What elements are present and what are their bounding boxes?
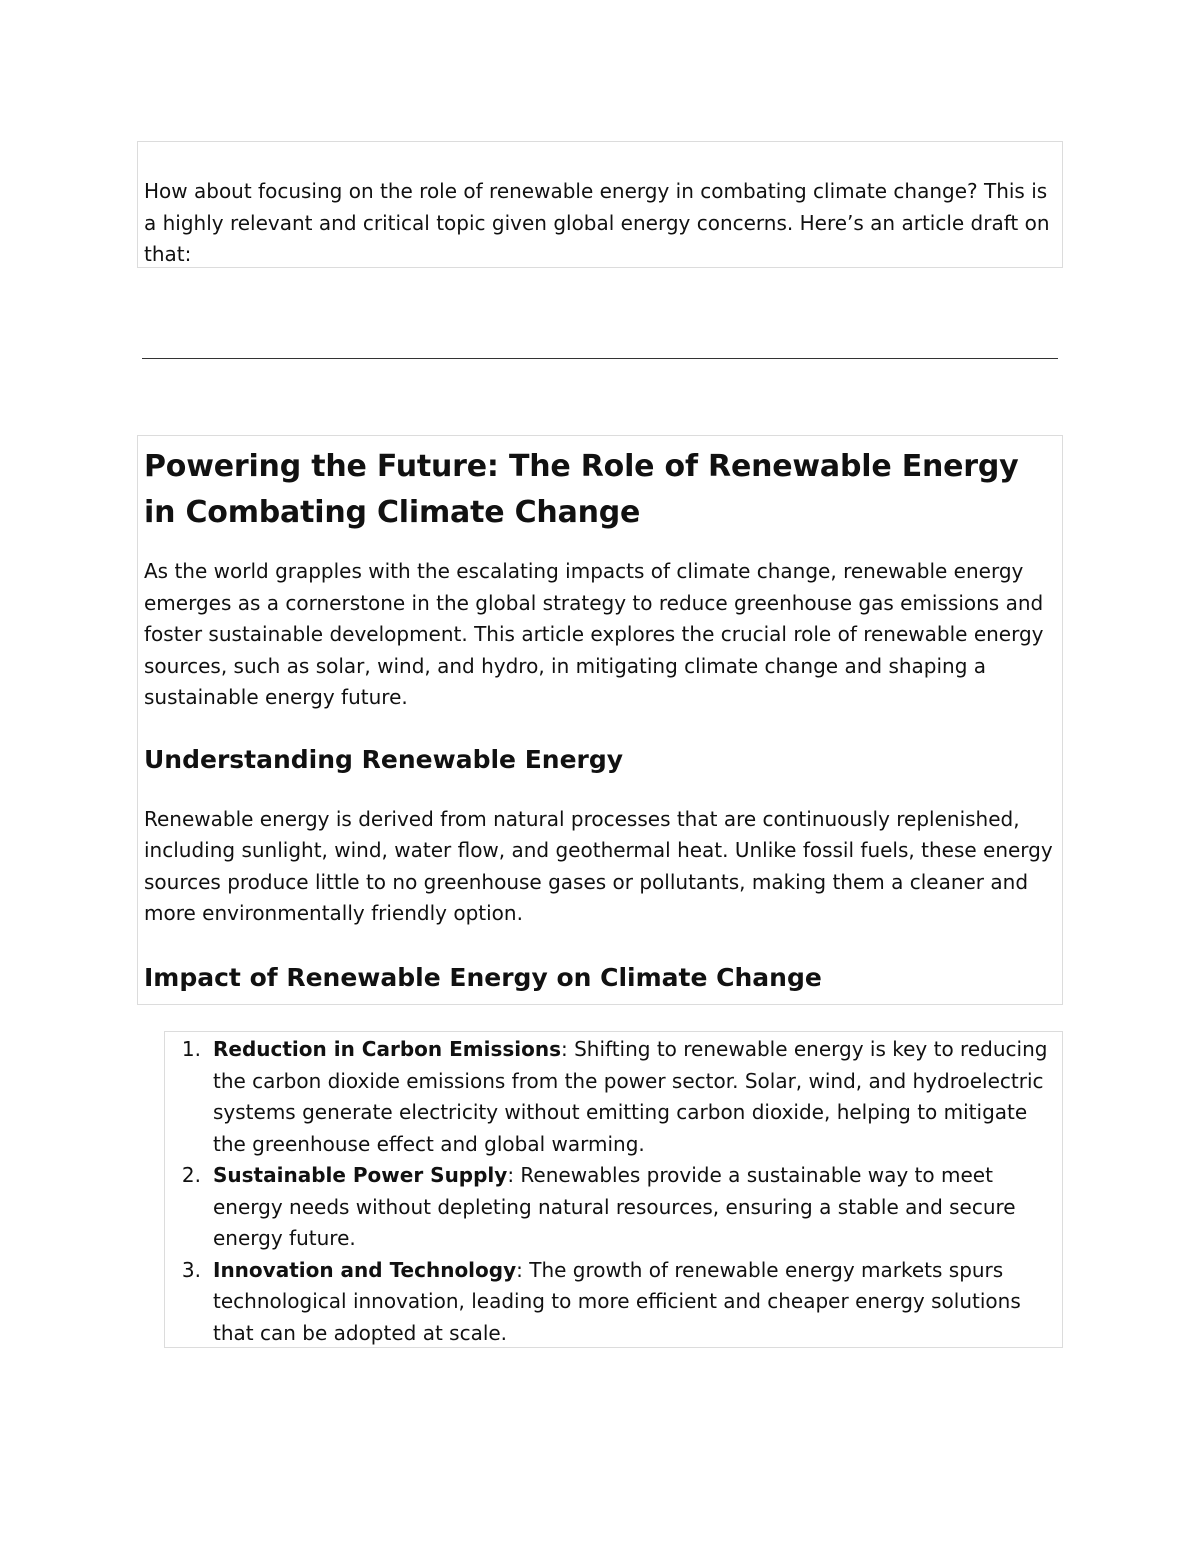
intro-text: How about focusing on the role of renewable energy in combating climate change? This is a highly relevant and critical topic given global energy concerns. Here’s an article draft on that: — [144, 179, 1050, 266]
list-item-text: : Renewables provide a sustainable way to meet energy needs without depleting natural resources, ensuring a stable and secure energy future. — [213, 1163, 1016, 1250]
list-item — [165, 1255, 1056, 1350]
article-box — [137, 435, 1063, 1005]
impact-list — [165, 1034, 1056, 1349]
list-item-number: 3. — [181, 1257, 201, 1282]
list-item-text: : The growth of renewable energy markets spurs technological innovation, leading to more efficient and cheaper energy solutions that can be adopted at scale. — [213, 1257, 1021, 1345]
article-intro-paragraph: As the world grapples with the escalating impacts of climate change, renewable energy emerges as a cornerstone in the global strategy to reduce greenhouse gas emissions and foster sustainable development. This article explores the crucial role of renewable energy sources, such as solar, wind, and hydro, in mitigating climate change and shaping a sustainable energy future. — [144, 559, 1044, 709]
article-title: Powering the Future: The Role of Renewable Energy in Combating Climate Change — [144, 449, 1019, 530]
list-item-text: : Shifting to renewable energy is key to reducing the carbon dioxide emissions from the power sector. Solar, wind, and hydroelectric systems generate electricity without emitting carbon dioxide, helping to mitigate the greenhouse effect and global warming. — [213, 1037, 1048, 1156]
section-heading-impact: Impact of Renewable Energy on Climate Change — [144, 962, 822, 992]
list-item-number: 1. — [181, 1037, 201, 1061]
list-item-number: 2. — [181, 1163, 201, 1187]
list-item-title: Reduction in Carbon Emissions — [213, 1037, 561, 1061]
intro-box — [137, 141, 1063, 268]
horizontal-divider — [142, 358, 1058, 359]
list-item — [165, 1034, 1056, 1160]
list-item-title: Sustainable Power Supply — [213, 1163, 508, 1187]
list-item-title: Innovation and Technology — [213, 1257, 517, 1282]
section-paragraph-understanding: Renewable energy is derived from natural processes that are continuously replenished, including sunlight, wind, water flow, and geothermal heat. Unlike fossil fuels, these energy sources produce little to no greenhouse gases or pollutants, making them a cleaner and more environmentally friendly option. — [144, 806, 1053, 925]
section-heading-understanding: Understanding Renewable Energy — [144, 744, 624, 774]
list-item — [165, 1160, 1056, 1255]
impact-list-box — [164, 1031, 1063, 1348]
